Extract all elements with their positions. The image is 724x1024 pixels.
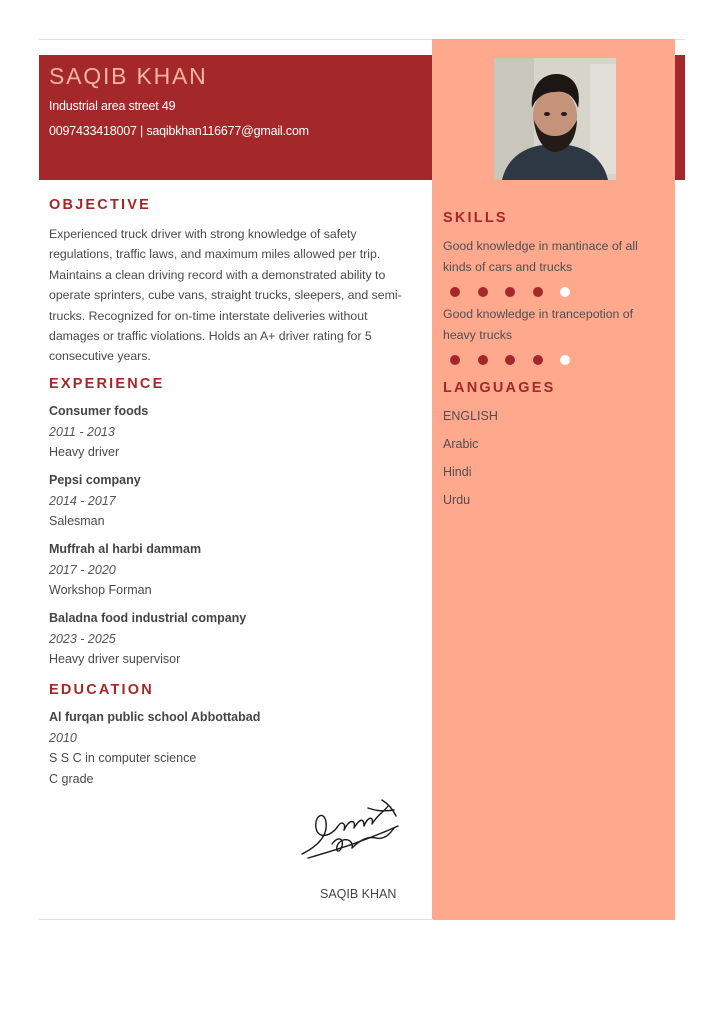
job-years: 2011 - 2013 [49, 424, 115, 439]
rating-dot-filled [478, 355, 488, 365]
language-item: Arabic [443, 437, 479, 451]
language-item: ENGLISH [443, 409, 498, 423]
contact-line [49, 124, 309, 138]
job-role: Workshop Forman [49, 583, 152, 597]
job-company: Pepsi company [49, 473, 141, 487]
school-name: Al furqan public school Abbottabad [49, 710, 261, 724]
rating-dot-filled [533, 287, 543, 297]
rating-dot-empty [560, 287, 570, 297]
experience-item [49, 608, 409, 670]
job-role: Salesman [49, 514, 105, 528]
candidate-name: SAQIB KHAN [49, 63, 208, 89]
signature-image [298, 796, 402, 862]
school-degree: S S C in computer science [49, 751, 197, 765]
job-years: 2023 - 2025 [49, 631, 116, 646]
school-year: 2010 [49, 730, 77, 745]
job-role: Heavy driver supervisor [49, 652, 181, 666]
school-grade: C grade [49, 771, 94, 786]
rating-dot-filled [450, 287, 460, 297]
skill-rating [450, 283, 588, 297]
objective-text: Experienced truck driver with strong knowledge of safety regulations, traffic laws, and maximum miles allowed per trip. Maintains a clean driving record with a demonstrated ability to operate sprinters, cube vans, straight trucks, sleepers, and semi-trucks. Recognized for on-time interstate deliveries without damages or traffic violations. Holds an A+ driver rating for 5 consecutive years. [49, 227, 402, 364]
skill-rating [450, 351, 588, 365]
profile-photo-image [494, 58, 616, 180]
language-item: Urdu [443, 493, 471, 507]
rating-dot-filled [505, 355, 515, 365]
job-company: Consumer foods [49, 404, 149, 418]
phone-number: 0097433418007 [49, 124, 137, 138]
skills-heading: SKILLS [443, 210, 508, 226]
rating-dot-filled [450, 355, 460, 365]
skill-description: Good knowledge in mantinace of all kinds of cars and trucks [443, 239, 638, 274]
contact-separator: | [136, 124, 147, 138]
bottom-divider-line [39, 919, 433, 920]
address-line: Industrial area street 49 [49, 99, 176, 113]
job-company: Muffrah al harbi dammam [49, 542, 202, 556]
email-address: saqibkhan116677@gmail.com [146, 124, 309, 138]
experience-item [49, 539, 409, 601]
rating-dot-filled [533, 355, 543, 365]
job-years: 2017 - 2020 [49, 562, 116, 577]
rating-dot-filled [478, 287, 488, 297]
objective-heading: OBJECTIVE [49, 197, 151, 213]
job-years: 2014 - 2017 [49, 493, 116, 508]
language-item: Hindi [443, 465, 472, 479]
experience-heading: EXPERIENCE [49, 376, 165, 392]
rating-dot-empty [560, 355, 570, 365]
languages-heading: LANGUAGES [443, 380, 556, 396]
education-heading: EDUCATION [49, 682, 154, 698]
experience-item [49, 470, 409, 532]
education-item [49, 707, 409, 789]
skill-description: Good knowledge in trancepotion of heavy trucks [443, 307, 634, 342]
experience-item [49, 401, 409, 463]
job-role: Heavy driver [49, 445, 120, 459]
signature-name: SAQIB KHAN [320, 887, 397, 901]
rating-dot-filled [505, 287, 515, 297]
profile-photo [494, 58, 616, 180]
job-company: Baladna food industrial company [49, 611, 247, 625]
